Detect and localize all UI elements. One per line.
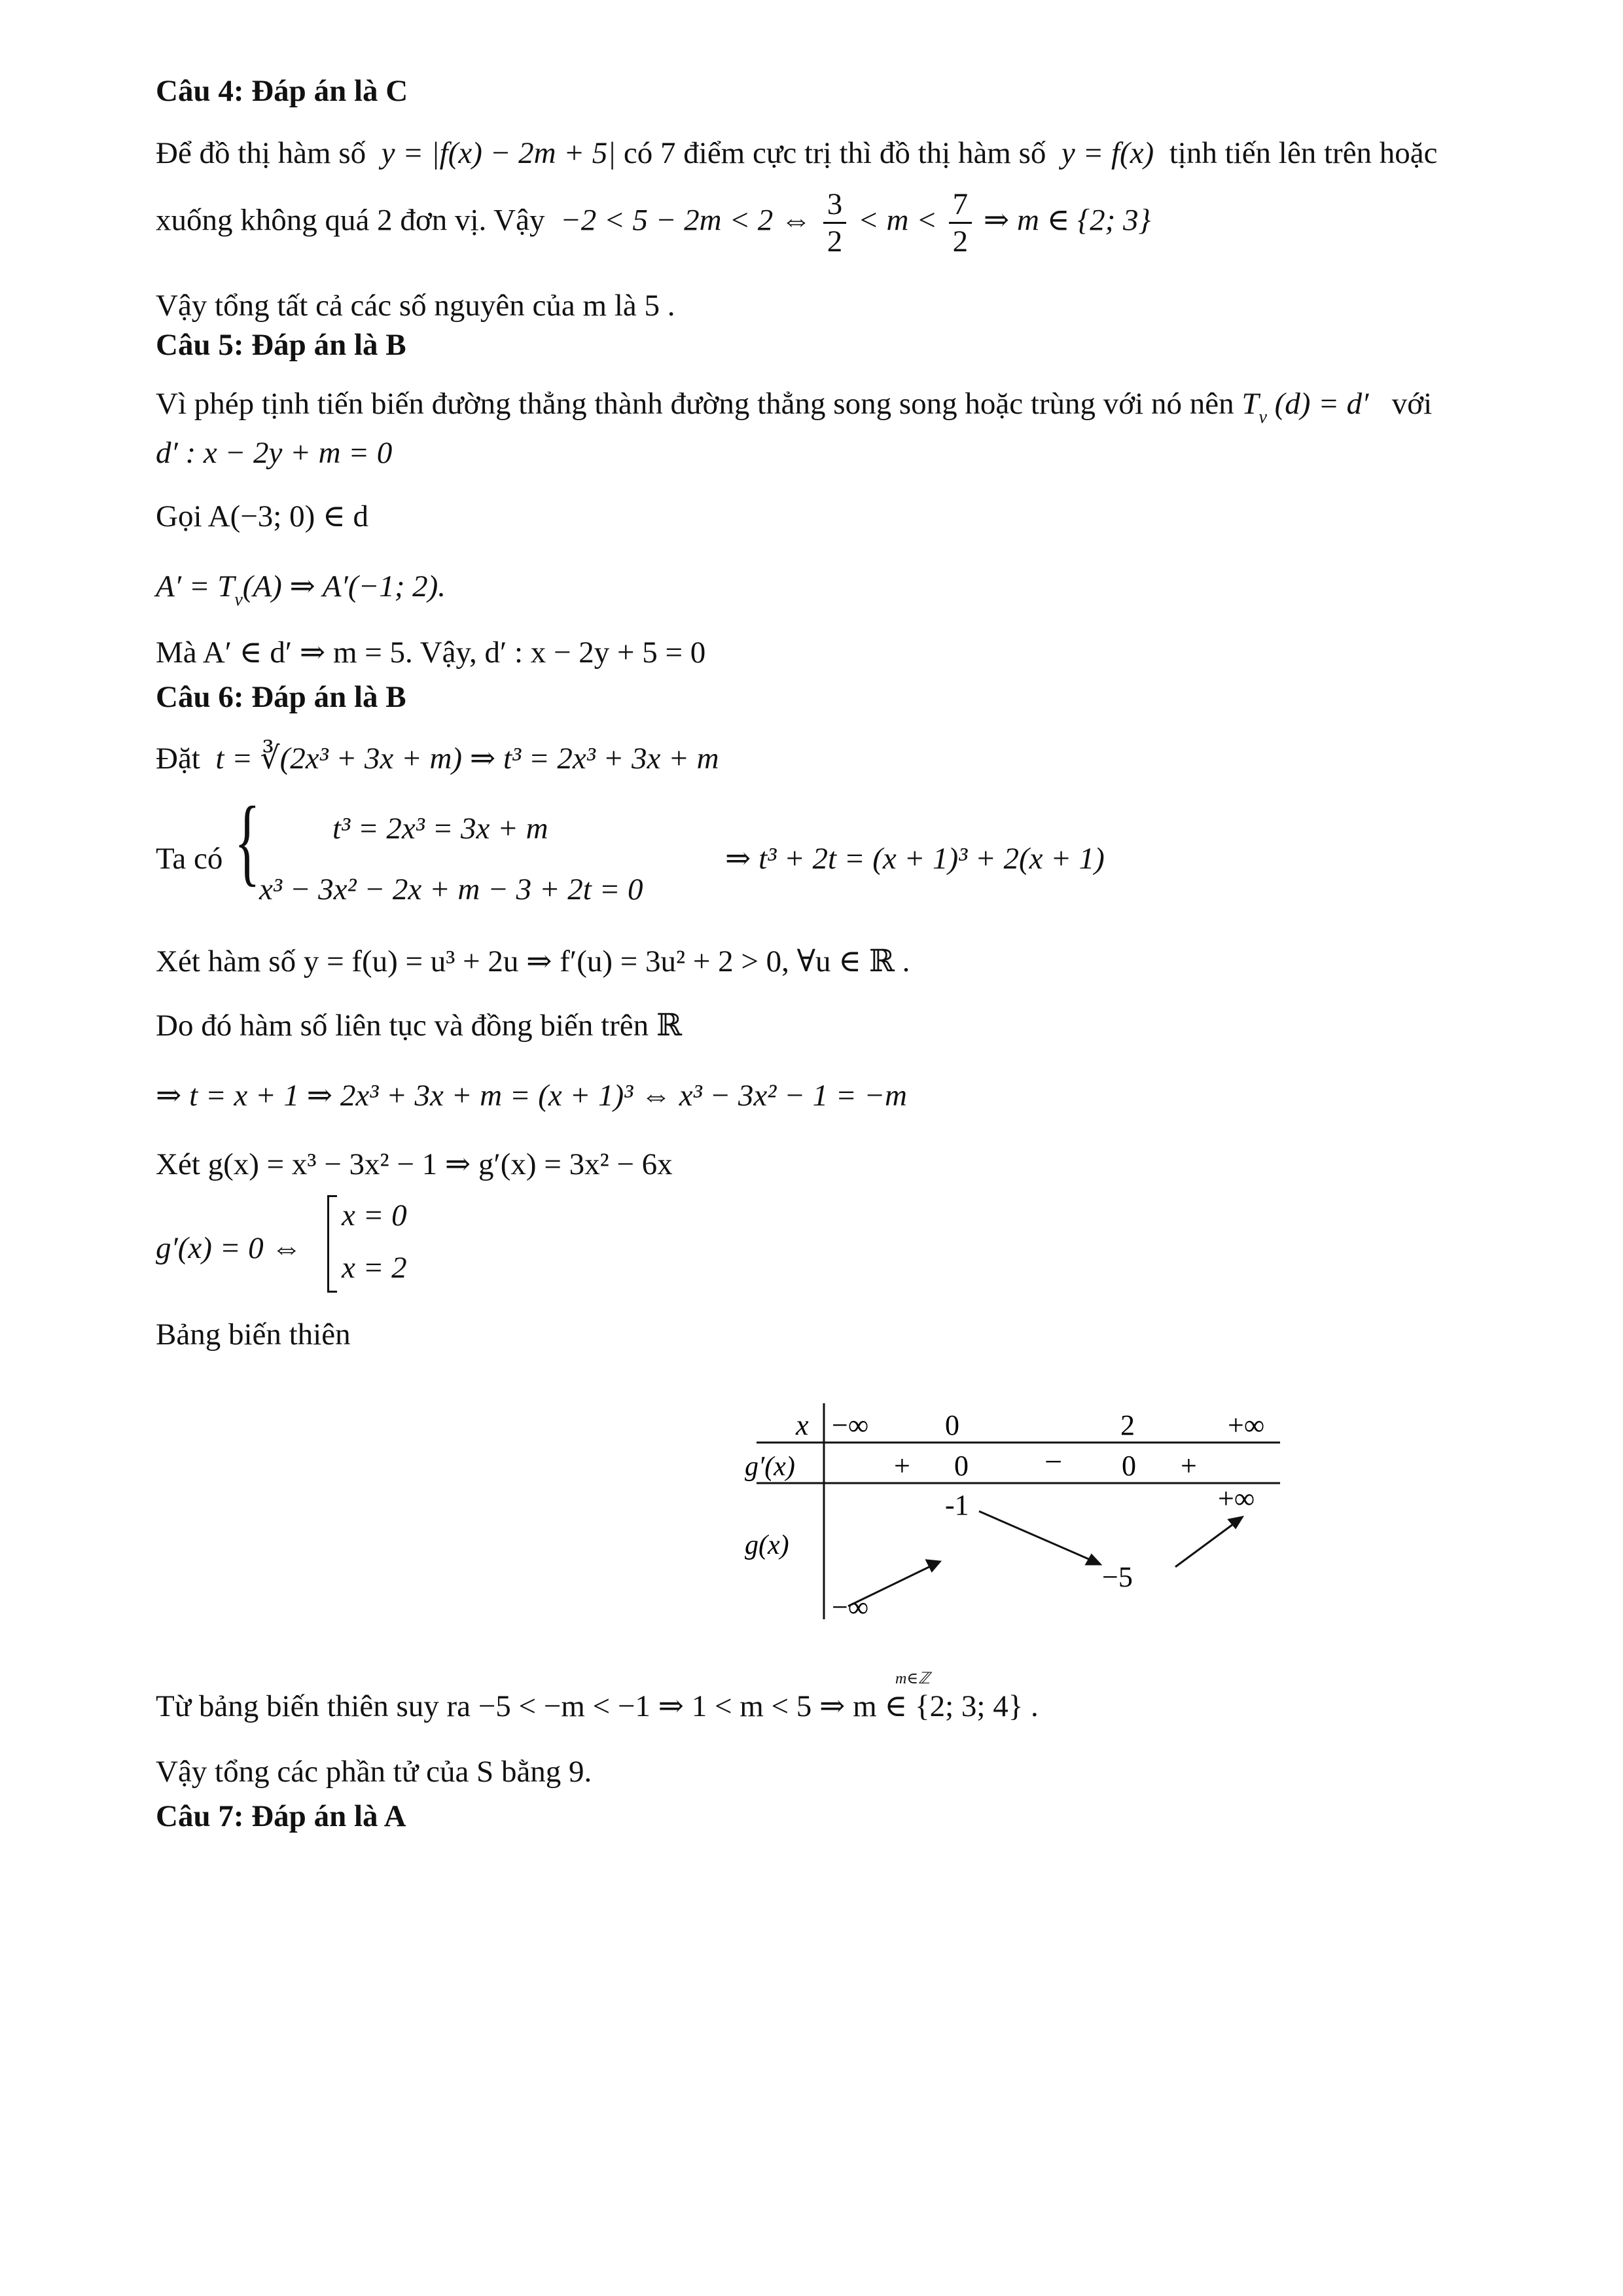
q6-line-1	[156, 740, 719, 778]
q6-line-6: Xét g(x) = x³ − 3x² − 1 ⇒ g′(x) = 3x² − 6x	[156, 1147, 673, 1181]
q6-line-10: Vậy tổng các phần tử của S bằng 9.	[156, 1755, 592, 1789]
q4-l1-c: có 7 điểm cực trị thì đồ thị hàm số	[623, 136, 1046, 170]
zero-1: 0	[954, 1450, 969, 1482]
q6-line-9	[156, 1687, 1039, 1726]
q4-line-3: Vậy tổng tất cả các số nguyên của m là 5 .	[156, 289, 675, 323]
q4-l2-d: ⇒ m ∈ {2; 3}	[983, 203, 1151, 238]
q6-l1-b: t = ∛(2x³ + 3x + m) ⇒ t³ = 2x³ + 3x + m	[215, 742, 719, 776]
arrow-decreasing	[979, 1511, 1092, 1560]
q4-l1-e: tịnh tiến lên trên hoặc	[1169, 136, 1438, 170]
q4-l1-a: Để đồ thị hàm số	[156, 136, 366, 170]
q5-line-5: Mà A′ ∈ d′ ⇒ m = 5. Vậy, d′ : x − 2y + 5 = 0	[156, 636, 706, 670]
q5-line-2: d′ : x − 2y + m = 0	[156, 436, 393, 470]
q6-l9-a: Từ bảng biến thiên suy ra −5 < −m < −1 ⇒ 1 < m < 5	[156, 1689, 812, 1723]
arrowhead-2	[1086, 1555, 1100, 1564]
q6-system-eq-2: x³ − 3x² − 2x + m − 3 + 2t = 0	[259, 872, 643, 906]
q5-line-3: Gọi A(−3; 0) ∈ d	[156, 499, 369, 533]
variation-table	[573, 1403, 1287, 1665]
q5-line-4	[156, 567, 446, 611]
arrow-increasing-1	[848, 1566, 932, 1606]
arrow-increasing-2	[1175, 1522, 1236, 1567]
row-label-gprime: g′(x)	[745, 1452, 795, 1482]
q6-line-8: Bảng biến thiên	[156, 1318, 351, 1352]
sign-plus-1: +	[894, 1450, 910, 1482]
q4-line-1	[156, 134, 1438, 173]
q6-case-1: x = 0	[342, 1198, 407, 1232]
vector-v: v	[234, 590, 243, 610]
q6-line-4: Do đó hàm số liên tục và đồng biến trên ℝ	[156, 1009, 682, 1043]
fraction-3-2: $\frac{3}{2}$	[823, 187, 847, 259]
zero-2: 0	[1122, 1450, 1136, 1482]
case-bracket	[327, 1195, 337, 1293]
q6-l1-a: Đặt	[156, 742, 200, 776]
fraction-7-2: $\frac{7}{2}$	[949, 187, 972, 259]
q5-l4-a: A′ = T	[156, 569, 235, 603]
translation-T: T	[1241, 387, 1259, 421]
q6-line-7-left: g′(x) = 0 ⇔	[156, 1231, 302, 1265]
q7-heading: Câu 7: Đáp án là A	[156, 1799, 406, 1833]
g-val-pos-inf: +∞	[1218, 1482, 1255, 1515]
row-label-g: g(x)	[745, 1530, 789, 1560]
q6-label-ta-co: Ta có	[156, 842, 223, 876]
x-val-neg-inf: −∞	[832, 1409, 869, 1441]
sign-plus-2: +	[1181, 1450, 1197, 1482]
sign-minus: −	[1044, 1444, 1063, 1479]
m-in-z-annotation: m∈ℤ	[895, 1670, 930, 1687]
q4-line-2	[156, 187, 1150, 259]
q4-l2-a: xuống không quá 2 đơn vị. Vậy	[156, 203, 545, 238]
x-val-pos-inf: +∞	[1228, 1409, 1265, 1441]
g-val-max: -1	[945, 1489, 969, 1521]
q4-l1-b: y = |f(x) − 2m + 5|	[381, 136, 616, 170]
q5-l1-d: với	[1391, 387, 1433, 421]
x-val-2: 2	[1120, 1409, 1135, 1441]
q5-l1-c: (d) = d′	[1274, 387, 1369, 421]
q4-heading: Câu 4: Đáp án là C	[156, 74, 408, 108]
q6-line-3: Xét hàm số y = f(u) = u³ + 2u ⇒ f′(u) = 3u² + 2 > 0, ∀u ∈ ℝ .	[156, 944, 910, 978]
q6-system-eq-1: t³ = 2x³ = 3x + m	[332, 812, 548, 846]
q5-l4-b: (A) ⇒ A′(−1; 2).	[242, 569, 446, 603]
q5-l1-a: Vì phép tịnh tiến biến đường thẳng thành đường thẳng song song hoặc trùng với nó nên	[156, 387, 1234, 421]
q6-line-5: ⇒ t = x + 1 ⇒ 2x³ + 3x + m = (x + 1)³ ⇔ x³ − 3x² − 1 = −m	[156, 1079, 907, 1113]
q6-l9-b: ⇒ m ∈ {2; 3; 4} .	[819, 1689, 1039, 1723]
q4-l2-b: −2 < 5 − 2m < 2 ⇔	[560, 203, 812, 238]
arrowhead-1	[927, 1560, 940, 1571]
q6-heading: Câu 6: Đáp án là B	[156, 680, 406, 714]
q5-heading: Câu 5: Đáp án là B	[156, 328, 406, 362]
x-val-0: 0	[945, 1409, 959, 1441]
q5-line-1	[156, 385, 1432, 429]
q6-case-2: x = 2	[342, 1251, 407, 1285]
g-val-neg-inf: −∞	[832, 1591, 869, 1623]
q4-l1-d: y = f(x)	[1061, 136, 1154, 170]
q6-system-result: ⇒ t³ + 2t = (x + 1)³ + 2(x + 1)	[725, 842, 1105, 876]
q4-l2-c: < m <	[858, 203, 937, 238]
g-val-min: −5	[1102, 1561, 1133, 1593]
vector-v: v	[1258, 407, 1267, 427]
row-label-x: x	[796, 1409, 809, 1441]
system-brace: {	[234, 787, 260, 895]
